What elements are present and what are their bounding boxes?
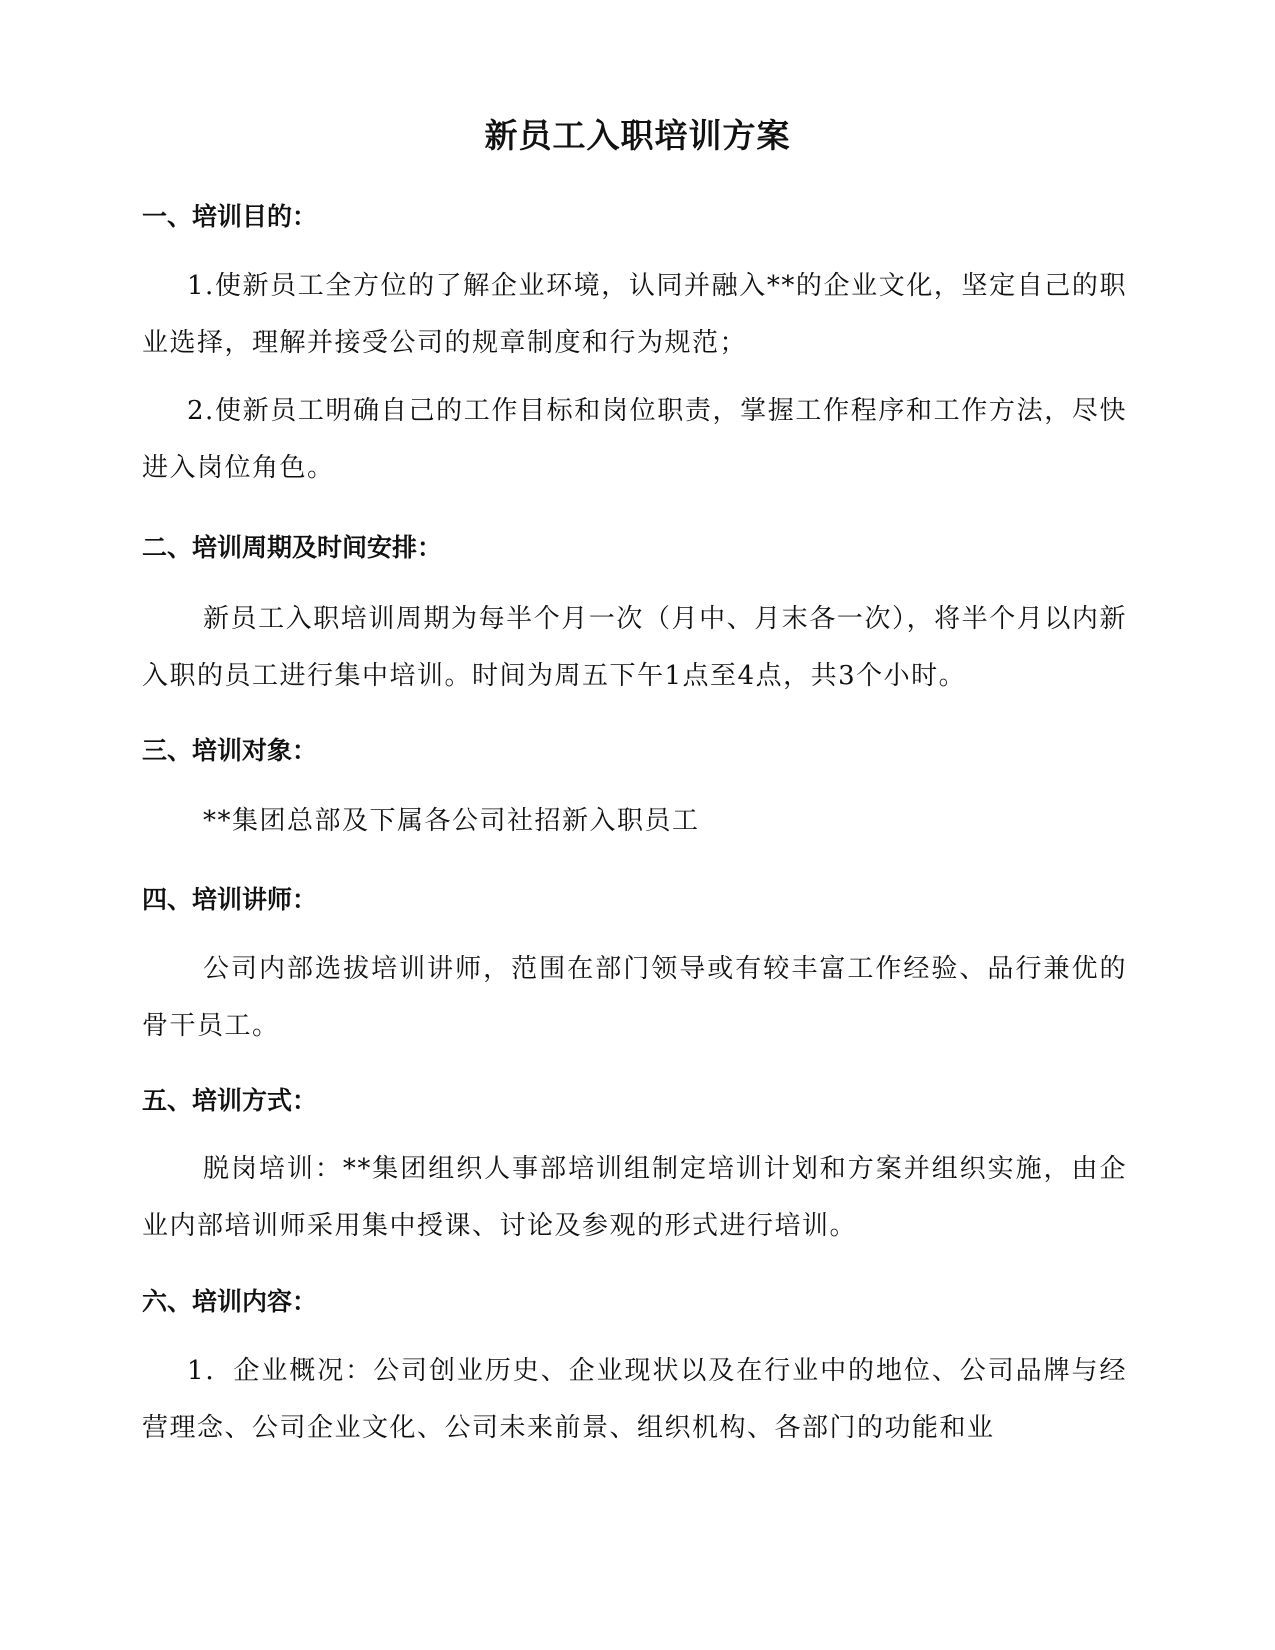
section-heading-content: 六、培训内容：: [142, 1287, 318, 1316]
paragraph-schedule: 新员工入职培训周期为每半个月一次（月中、月末各一次），将半个月以内新入职的员工进行集中培训。时间为周五下午1点至4点，共3个小时。: [142, 604, 1127, 691]
paragraph-method: 脱岗培训：**集团组织人事部培训组制定培训计划和方案并组织实施，由企业内部培训师采用集中授课、讨论及参观的形式进行培训。: [142, 1154, 1127, 1241]
section-heading-audience: 三、培训对象：: [142, 736, 318, 765]
section-heading-trainers: 四、培训讲师：: [142, 885, 318, 914]
section-heading-schedule: 二、培训周期及时间安排：: [142, 533, 443, 562]
document-title: 新员工入职培训方案: [484, 116, 791, 155]
paragraph-content-1: 1．企业概况：公司创业历史、企业现状以及在行业中的地位、公司品牌与经营理念、公司企业文化、公司未来前景、组织机构、各部门的功能和业: [142, 1356, 1127, 1443]
section-heading-purpose: 一、培训目的：: [142, 202, 318, 231]
paragraph-purpose-1: 1.使新员工全方位的了解企业环境，认同并融入**的企业文化，坚定自己的职业选择，理解并接受公司的规章制度和行为规范；: [142, 271, 1127, 358]
paragraph-audience: **集团总部及下属各公司社招新入职员工: [203, 806, 700, 836]
paragraph-purpose-2: 2.使新员工明确自己的工作目标和岗位职责，掌握工作程序和工作方法，尽快进入岗位角色。: [142, 396, 1127, 483]
section-heading-method: 五、培训方式：: [142, 1086, 318, 1115]
paragraph-trainers: 公司内部选拔培训讲师，范围在部门领导或有较丰富工作经验、品行兼优的骨干员工。: [142, 954, 1127, 1041]
